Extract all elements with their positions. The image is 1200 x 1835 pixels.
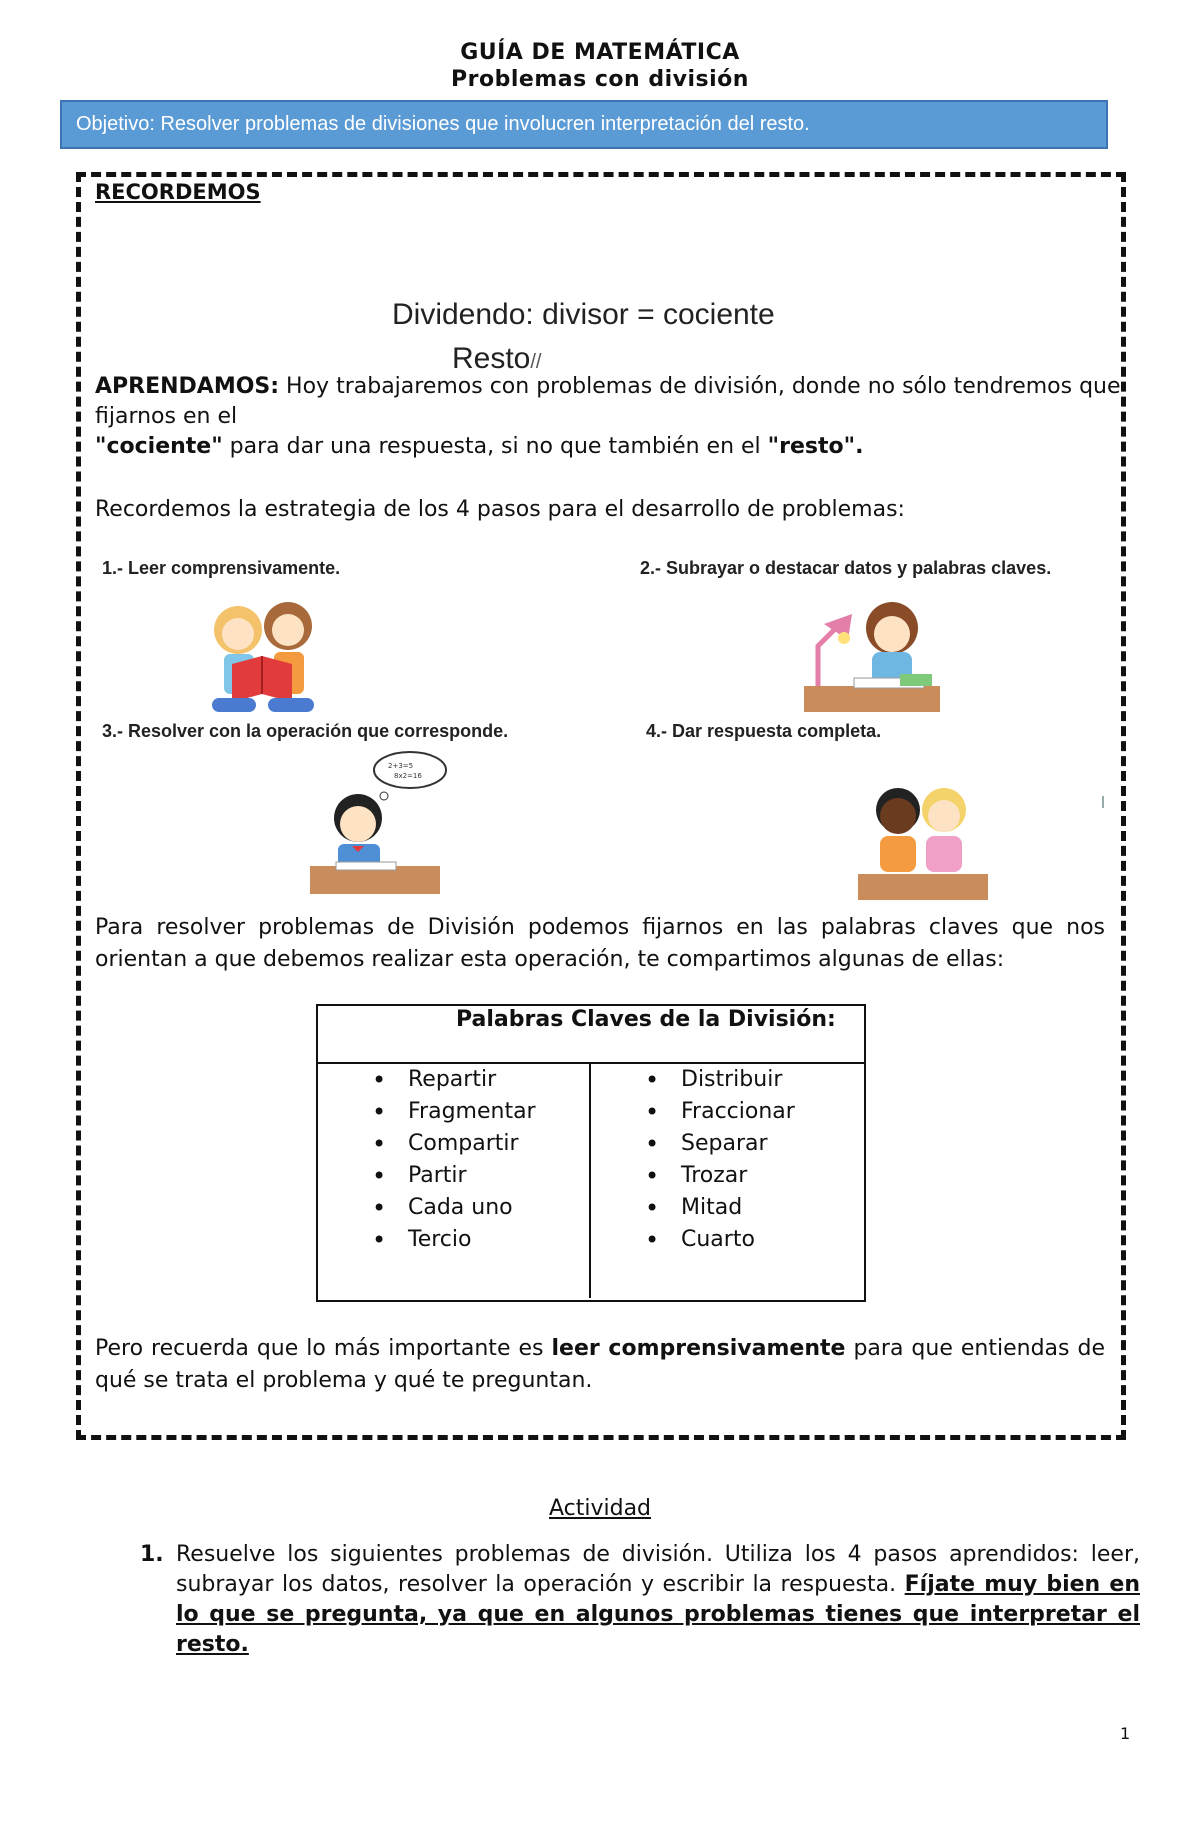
objective-box: Objetivo: Resolver problemas de divisiones que involucren interpretación del resto. [60,100,1108,149]
division-formula: Dividendo: divisor = cociente [392,298,775,331]
reminder-text-1: Pero recuerda que lo más importante es [95,1336,552,1361]
activity-emphasis: Fíjate muy bien en lo que se pregunta, ya que en algunos problemas tienes que interpretar el resto. [176,1572,1140,1657]
page-number: 1 [1120,1724,1131,1743]
activity-number: 1. [140,1542,164,1567]
resto-term: "resto". [767,434,864,459]
boy-solving-illustration [306,748,452,900]
kids-reading-illustration [196,594,328,726]
keywords-table-title: Palabras Claves de la División: [318,1006,864,1064]
keyword-item: • Cada uno [318,1192,589,1224]
keyword-item: • Distribuir [591,1064,864,1096]
activity-item-1 [140,1540,1140,1660]
svg-text:2+3=5: 2+3=5 [388,762,414,770]
keyword-item: • Cuarto [591,1224,864,1256]
keywords-left-column [318,1064,591,1298]
aprendamos-label: APRENDAMOS: [95,374,280,399]
actividad-heading: Actividad [548,1496,652,1521]
keyword-item: • Repartir [318,1064,589,1096]
keyword-item: • Partir [318,1160,589,1192]
aprendamos-text-1: Hoy trabajaremos con problemas de división, donde no sólo tendremos que fijarnos en el [95,374,1121,429]
activity-text: Resuelve los siguientes problemas de división. Utiliza los 4 pasos aprendidos: leer, subrayar los datos, resolver la operación y escribir la respuesta. [176,1542,1140,1597]
aprendamos-text-2: para dar una respuesta, si no que también en el [222,434,768,459]
resto-mark: // [530,351,542,373]
reminder-bold: leer comprensivamente [551,1336,846,1361]
reminder-text-2: para que entiendas de qué se trata el problema y qué te preguntan. [95,1336,1105,1393]
step-4-label: 4.- Dar respuesta completa. [646,721,882,741]
keyword-item: • Fragmentar [318,1096,589,1128]
step-1-label: 1.- Leer comprensivamente. [102,558,341,578]
recordemos-heading: RECORDEMOS [95,180,261,204]
keyword-item: • Mitad [591,1192,864,1224]
cociente-term: "cociente" [95,434,223,459]
keyword-item: • Tercio [318,1224,589,1256]
keyword-item: • Fraccionar [591,1096,864,1128]
tick-mark [1102,796,1104,808]
resto-label: Resto// [452,342,542,375]
kids-answering-illustration [858,780,988,902]
guide-title: GUÍA DE MATEMÁTICA [460,40,740,65]
reminder-paragraph [95,1333,1105,1397]
keywords-table [316,1004,866,1302]
strategy-intro: Recordemos la estrategia de los 4 pasos para el desarrollo de problemas: [95,497,905,522]
keyword-item: • Compartir [318,1128,589,1160]
keywords-intro: Para resolver problemas de División podemos fijarnos en las palabras claves que nos orientan a que debemos realizar esta operación, te compartimos algunas de ellas: [95,915,1105,972]
svg-text:8x2=16: 8x2=16 [394,772,422,780]
keyword-item: • Trozar [591,1160,864,1192]
step-2-label: 2.- Subrayar o destacar datos y palabras claves. [640,558,1052,578]
guide-subtitle: Problemas con división [451,67,749,92]
step-3-label: 3.- Resolver con la operación que corresponde. [102,721,509,741]
aprendamos-paragraph [95,372,1145,462]
keyword-item: • Separar [591,1128,864,1160]
girl-underlining-illustration [804,594,940,718]
keywords-right-column [591,1064,864,1298]
